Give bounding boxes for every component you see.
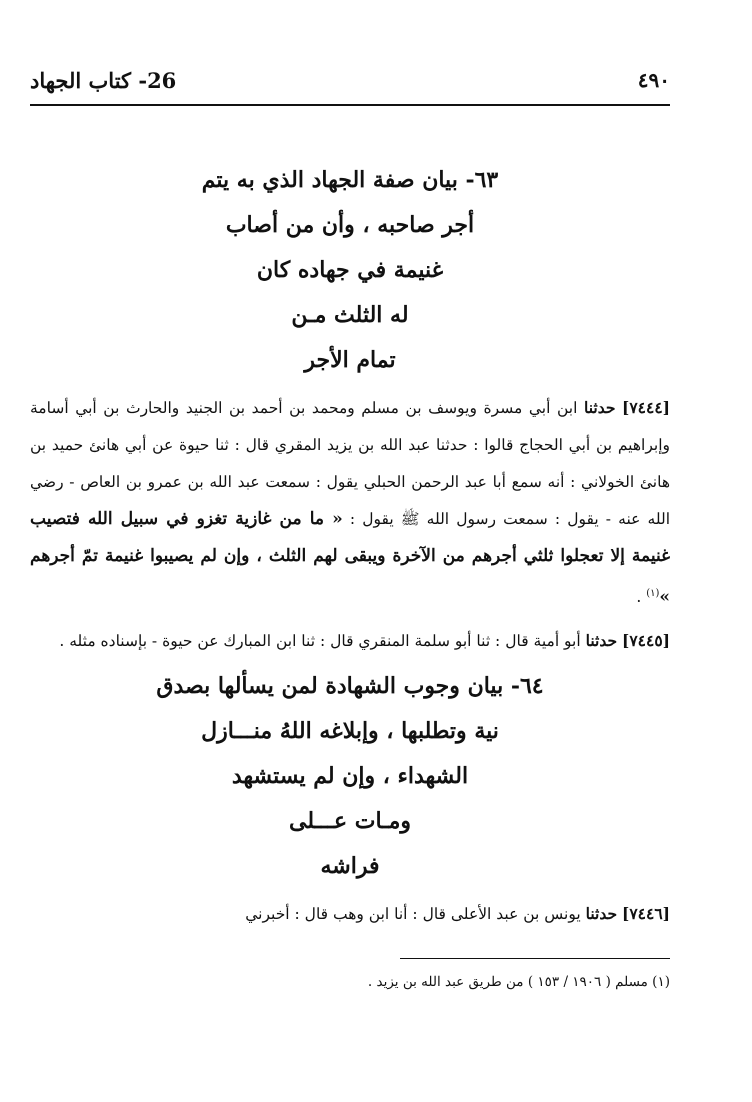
book-title: 26- كتاب الجهاد bbox=[30, 67, 177, 93]
page-header bbox=[30, 60, 670, 100]
chapter-heading-line: تمام الأجر bbox=[304, 347, 396, 373]
chapter-64-heading bbox=[30, 664, 670, 889]
hadith-number: [٧٤٤٦] bbox=[622, 904, 670, 924]
chapter-63-heading bbox=[30, 158, 670, 383]
footnote: (١) مسلم ( ١٩٠٦ / ١٥٣ ) من طريق عبد الله بن يزيد . bbox=[367, 974, 670, 990]
hadith-number: [٧٤٤٥] bbox=[622, 631, 670, 651]
main-content bbox=[30, 158, 670, 933]
chapter-heading-line: ومـات عـــلى bbox=[288, 808, 411, 835]
chapter-heading-line: ٦٤- بيان وجوب الشهادة لمن يسألها بصدق bbox=[156, 673, 544, 700]
footnote-marker: (١) bbox=[646, 588, 660, 599]
page-number: ٤٩٠ bbox=[637, 68, 670, 92]
chapter-heading-line: فراشه bbox=[320, 853, 380, 880]
chapter-heading-line: الشهداء ، وإن لم يستشهد bbox=[231, 763, 469, 790]
hadith-end: . bbox=[636, 588, 647, 607]
hadith-matn: « ما من غازية تغزو في سبيل الله فتصيب غنيمة إلا تعجلوا ثلثي أجرهم من الآخرة ويبقى لهم الثلث ، وإن لم يصيبوا غنيمة تمّ أجرهم » bbox=[30, 509, 670, 608]
hadith-intro: حدثنا bbox=[584, 398, 616, 417]
hadith-7445 bbox=[30, 622, 670, 660]
hadith-text: أبو أمية قال : ثنا أبو سلمة المنقري قال : ثنا ابن المبارك عن حيوة - بإسناده مثله . bbox=[59, 632, 581, 651]
hadith-text: يونس بن عبد الأعلى قال : أنا ابن وهب قال : أخبرني bbox=[245, 905, 581, 924]
hadith-number: [٧٤٤٤] bbox=[622, 398, 671, 417]
footnote-rule bbox=[400, 958, 670, 959]
chapter-heading-line: له الثلث مـن bbox=[291, 302, 409, 328]
hadith-intro: حدثنا bbox=[585, 631, 618, 651]
header-rule bbox=[30, 104, 670, 106]
hadith-7444 bbox=[30, 389, 670, 616]
hadith-7446 bbox=[30, 895, 670, 933]
chapter-heading-line: ٦٣- بيان صفة الجهاد الذي به يتم bbox=[201, 167, 499, 193]
hadith-isnad: ابن أبي مسرة ويوسف بن مسلم ومحمد بن أحمد بن الجنيد والحارث بن أبي أسامة وإبراهيم بن أبي الحجاج قالوا : حدثنا عبد الله بن يزيد المقري قال : ثنا حيوة عن أبي هانئ حميد بن هانئ الخولاني : أنه سمع أبا عبد الرحمن الحبلي يقول : سمعت عبد الله بن عمرو بن العاص - رضي الله عنه - يقول : سمعت رسول الله ﷺ يقول : bbox=[30, 399, 671, 528]
hadith-intro: حدثنا bbox=[585, 904, 618, 924]
chapter-heading-line: أجر صاحبه ، وأن من أصاب bbox=[225, 212, 475, 238]
chapter-heading-line: نية وتطلبها ، وإبلاغه اللهُ منـــازل bbox=[201, 718, 499, 745]
chapter-heading-line: غنيمة في جهاده كان bbox=[256, 257, 444, 283]
